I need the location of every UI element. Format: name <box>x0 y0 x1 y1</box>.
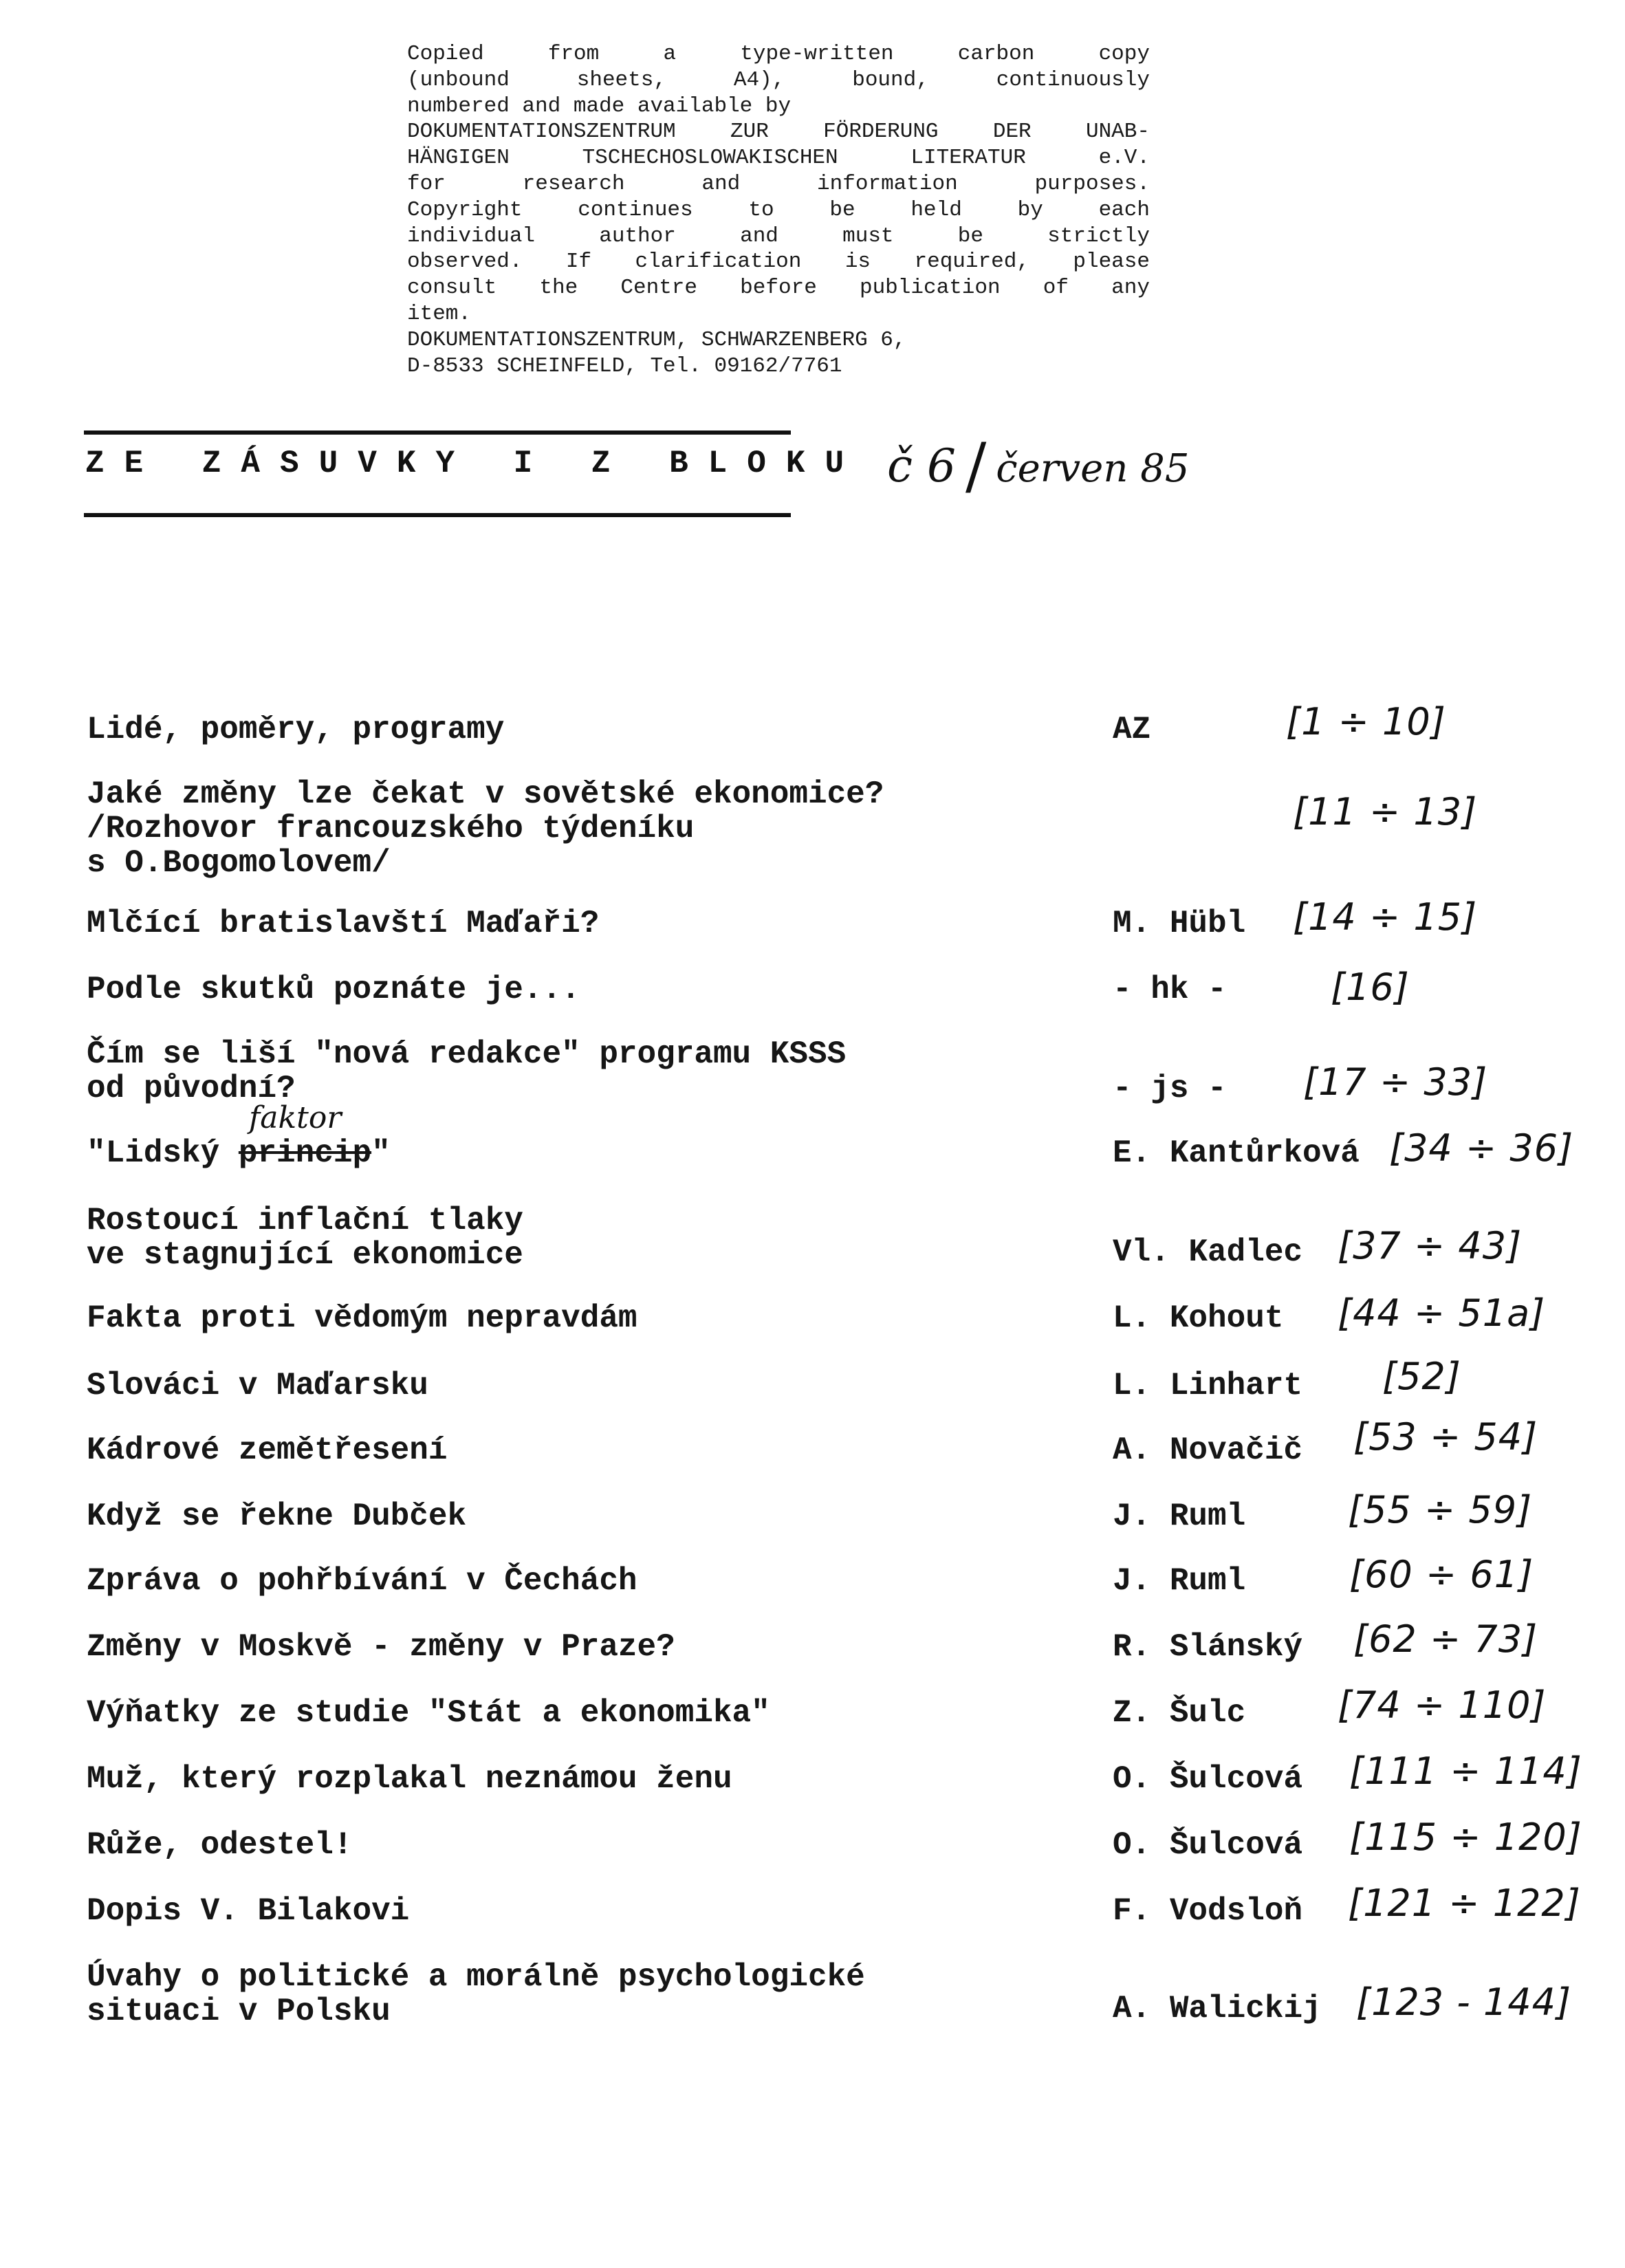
toc-pages: [44 ÷ 51a] <box>1338 1291 1546 1335</box>
toc-pages: [1 ÷ 10] <box>1286 700 1446 743</box>
toc-title <box>87 1960 1063 2029</box>
toc-title <box>87 1630 1063 1664</box>
toc-title-line: situaci v Polsku <box>87 1994 391 2029</box>
notice-line: observed. If clarification is required, please <box>407 250 1150 274</box>
toc-title-line: Muž, který rozplakal neznámou ženu <box>87 1761 732 1797</box>
toc-title-line: /Rozhovor francouzského týdeníku <box>87 811 695 847</box>
toc-title-line: Čím se liší "nová redakce" programu KSSS <box>87 1036 847 1072</box>
notice-line: (unbound sheets, A4), bound, continuously <box>407 67 1150 92</box>
toc-title <box>87 1037 1063 1106</box>
toc-title-line: od původní? <box>87 1071 296 1106</box>
notice-line: D-8533 SCHEINFELD, Tel. 09162/7761 <box>407 353 842 378</box>
toc-author: O. Šulcová <box>1113 1761 1303 1797</box>
notice-line: for research and information purposes. <box>407 171 1150 196</box>
notice-line: individual author and must be strictly <box>407 223 1150 248</box>
toc-title-line: Lidé, poměry, programy <box>87 712 505 748</box>
toc-author: M. Hübl <box>1113 906 1246 941</box>
toc-title <box>87 1564 1063 1598</box>
toc-title-text: " <box>371 1135 391 1171</box>
toc-pages: [121 ÷ 122] <box>1348 1882 1581 1925</box>
toc-pages: [17 ÷ 33] <box>1303 1060 1488 1104</box>
toc-pages: [14 ÷ 15] <box>1293 895 1478 939</box>
toc-pages: [111 ÷ 114] <box>1349 1749 1582 1793</box>
toc-author: F. Vodsloň <box>1113 1893 1303 1929</box>
toc-title <box>87 1433 1063 1468</box>
toc-pages: [37 ÷ 43] <box>1338 1224 1523 1267</box>
toc-title-line: ve stagnující ekonomice <box>87 1237 523 1273</box>
handwritten-correction: faktor <box>249 1100 342 1135</box>
toc-pages: [55 ÷ 59] <box>1348 1488 1533 1531</box>
toc-title-line: Fakta proti vědomým nepravdám <box>87 1300 637 1336</box>
toc-pages: [11 ÷ 13] <box>1293 790 1478 833</box>
toc-pages: [115 ÷ 120] <box>1349 1816 1582 1859</box>
notice-line: Copied from a type-written carbon copy <box>407 42 1150 66</box>
toc-author: - js - <box>1113 1071 1227 1106</box>
toc-title-line: Dopis V. Bilakovi <box>87 1893 410 1929</box>
toc-title-struck: princip <box>238 1135 372 1171</box>
toc-title-line: Změny v Moskvě - změny v Praze? <box>87 1629 675 1665</box>
toc-title <box>87 972 1063 1007</box>
notice-line: DOKUMENTATIONSZENTRUM ZUR FÖRDERUNG DER UNAB- <box>407 120 1150 144</box>
toc-title-line: Kádrové zemětřesení <box>87 1432 448 1468</box>
toc-author: O. Šulcová <box>1113 1827 1303 1863</box>
toc-title-text: "Lidský <box>87 1135 239 1171</box>
toc-title-line: Rostoucí inflační tlaky <box>87 1203 523 1239</box>
toc-pages: [52] <box>1382 1355 1461 1398</box>
notice-line: HÄNGIGEN TSCHECHOSLOWAKISCHEN LITERATUR e.V. <box>407 146 1150 171</box>
toc-author: A. Walickij <box>1113 1991 1322 2027</box>
toc-author: R. Slánský <box>1113 1629 1303 1665</box>
toc-author: J. Ruml <box>1113 1563 1246 1599</box>
issue-slash: / <box>965 430 987 502</box>
toc-pages: [60 ÷ 61] <box>1349 1553 1534 1596</box>
toc-pages: [34 ÷ 36] <box>1389 1126 1574 1170</box>
toc-author: E. Kantůrková <box>1113 1135 1360 1171</box>
notice-line: consult the Centre before publication of any <box>407 276 1150 301</box>
toc-pages: [74 ÷ 110] <box>1338 1683 1547 1727</box>
toc-title <box>87 1762 1063 1796</box>
toc-author: Z. Šulc <box>1113 1695 1246 1731</box>
toc-author: Vl. Kadlec <box>1113 1234 1303 1270</box>
toc-title <box>87 1894 1063 1928</box>
toc-title-line: Mlčící bratislavští Maďaři? <box>87 906 600 941</box>
toc-title-line: Jaké změny lze čekat v sovětské ekonomice? <box>87 776 884 812</box>
toc-title-line: Úvahy o politické a morálně psychologické <box>87 1959 865 1995</box>
notice-line: numbered and made available by <box>407 94 792 118</box>
toc-author: L. Linhart <box>1113 1368 1303 1404</box>
toc-title-line: Výňatky ze studie "Stát a ekonomika" <box>87 1695 770 1731</box>
toc-title-line: Zpráva o pohřbívání v Čechách <box>87 1563 637 1599</box>
toc-title <box>87 906 1063 941</box>
toc-pages: [53 ÷ 54] <box>1353 1415 1538 1459</box>
issue-number: č 6 <box>887 439 956 492</box>
notice-line: item. <box>407 301 472 326</box>
toc-author: A. Novačič <box>1113 1432 1303 1468</box>
toc-title-line: s O.Bogomolovem/ <box>87 845 391 881</box>
toc-author: L. Kohout <box>1113 1300 1284 1336</box>
toc-title <box>87 1136 1063 1170</box>
toc-title-line: Když se řekne Dubček <box>87 1498 467 1534</box>
masthead-title: ZE ZÁSUVKY I Z BLOKU <box>85 446 864 481</box>
toc-author: AZ <box>1113 712 1151 748</box>
toc-title <box>87 712 1063 747</box>
toc-pages: [16] <box>1331 966 1410 1009</box>
toc-title <box>87 1369 1063 1403</box>
toc-title-line: Slováci v Maďarsku <box>87 1368 428 1404</box>
toc-title <box>87 1499 1063 1534</box>
toc-title <box>87 1828 1063 1862</box>
toc-title-line: Podle skutků poznáte je... <box>87 972 580 1007</box>
toc-title <box>87 1696 1063 1730</box>
issue-month: červen 85 <box>996 446 1190 491</box>
toc-title-line: Růže, odestel! <box>87 1827 353 1863</box>
notice-line: DOKUMENTATIONSZENTRUM, SCHWARZENBERG 6, <box>407 327 906 352</box>
toc-pages: [123 - 144] <box>1356 1981 1572 2024</box>
toc-title <box>87 777 1063 880</box>
toc-title <box>87 1301 1063 1335</box>
notice-line: Copyright continues to be held by each <box>407 197 1150 222</box>
toc-author: - hk - <box>1113 972 1227 1007</box>
toc-pages: [62 ÷ 73] <box>1353 1617 1538 1661</box>
toc-title <box>87 1203 1063 1272</box>
toc-author: J. Ruml <box>1113 1498 1246 1534</box>
